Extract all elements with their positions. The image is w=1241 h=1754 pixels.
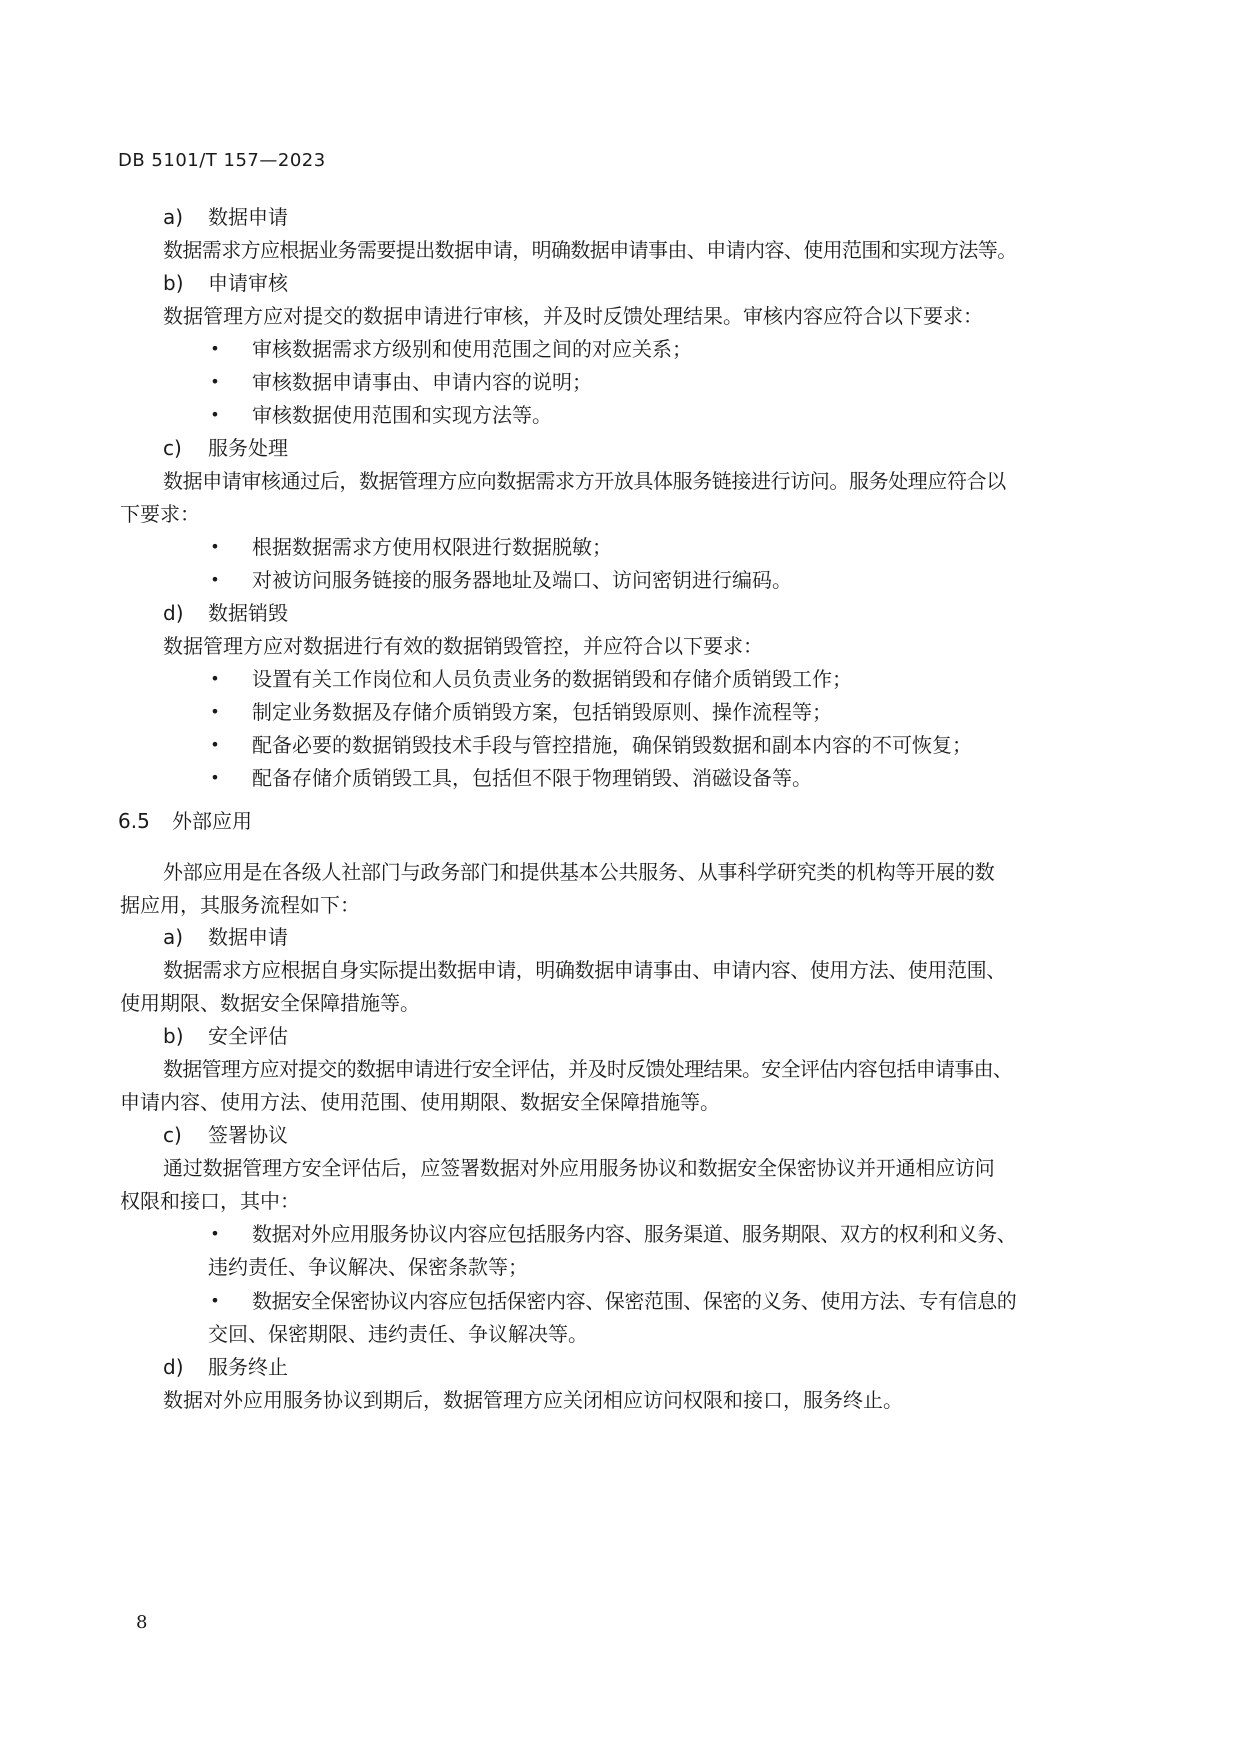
paragraph: 数据申请审核通过后，数据管理方应向数据需求方开放具体服务链接进行访问。服务处理应符合以 xyxy=(163,469,1006,493)
bullet-item: 制定业务数据及存储介质销毁方案，包括销毁原则、操作流程等； xyxy=(252,700,832,724)
bullet-item: 根据数据需求方使用权限进行数据脱敏； xyxy=(252,535,612,559)
paragraph-continuation: 据应用，其服务流程如下： xyxy=(120,893,360,917)
bullet-item: 配备存储介质销毁工具，包括但不限于物理销毁、消磁设备等。 xyxy=(252,766,812,790)
list-marker: c) xyxy=(163,436,182,460)
section-title: 外部应用 xyxy=(172,809,252,833)
page-number: 8 xyxy=(136,1612,148,1633)
section-number: 6.5 xyxy=(118,809,150,833)
bullet-icon: • xyxy=(210,735,220,754)
list-item-label: 签署协议 xyxy=(208,1123,288,1147)
paragraph: 数据对外应用服务协议到期后，数据管理方应关闭相应访问权限和接口，服务终止。 xyxy=(163,1388,903,1412)
bullet-item: 对被访问服务链接的服务器地址及端口、访问密钥进行编码。 xyxy=(252,568,792,592)
list-marker: d) xyxy=(163,601,184,625)
bullet-item-continuation: 交回、保密期限、违约责任、争议解决等。 xyxy=(208,1322,588,1346)
document-code: DB 5101/T 157—2023 xyxy=(118,150,326,171)
list-marker: b) xyxy=(163,1024,184,1048)
bullet-item: 数据安全保密协议内容应包括保密内容、保密范围、保密的义务、使用方法、专有信息的 xyxy=(252,1289,1017,1313)
list-marker: b) xyxy=(163,271,184,295)
paragraph: 数据管理方应对数据进行有效的数据销毁管控，并应符合以下要求： xyxy=(163,634,763,658)
paragraph: 数据管理方应对提交的数据申请进行安全评估，并及时反馈处理结果。安全评估内容包括申请事由、 xyxy=(163,1057,1013,1081)
bullet-item: 配备必要的数据销毁技术手段与管控措施，确保销毁数据和副本内容的不可恢复； xyxy=(252,733,972,757)
paragraph-continuation: 使用期限、数据安全保障措施等。 xyxy=(120,991,420,1015)
bullet-icon: • xyxy=(210,1224,220,1243)
bullet-icon: • xyxy=(210,570,220,589)
bullet-item: 设置有关工作岗位和人员负责业务的数据销毁和存储介质销毁工作； xyxy=(252,667,852,691)
bullet-icon: • xyxy=(210,768,220,787)
list-item-label: 数据销毁 xyxy=(208,601,288,625)
bullet-icon: • xyxy=(210,372,220,391)
paragraph: 通过数据管理方安全评估后，应签署数据对外应用服务协议和数据安全保密协议并开通相应访问 xyxy=(163,1156,995,1180)
bullet-item-continuation: 违约责任、争议解决、保密条款等； xyxy=(208,1255,528,1279)
paragraph-continuation: 权限和接口，其中： xyxy=(120,1189,300,1213)
list-item-label: 数据申请 xyxy=(208,925,288,949)
paragraph-continuation: 下要求： xyxy=(120,502,200,526)
list-marker: a) xyxy=(163,925,184,949)
list-item-label: 服务终止 xyxy=(208,1355,288,1379)
section-heading xyxy=(118,807,252,835)
bullet-icon: • xyxy=(210,537,220,556)
bullet-item: 审核数据使用范围和实现方法等。 xyxy=(252,403,552,427)
list-item-label: 安全评估 xyxy=(208,1024,288,1048)
bullet-item: 审核数据申请事由、申请内容的说明； xyxy=(252,370,592,394)
paragraph: 外部应用是在各级人社部门与政务部门和提供基本公共服务、从事科学研究类的机构等开展的数 xyxy=(163,860,995,884)
paragraph: 数据管理方应对提交的数据申请进行审核，并及时反馈处理结果。审核内容应符合以下要求： xyxy=(163,304,983,328)
list-item-label: 服务处理 xyxy=(208,436,288,460)
bullet-icon: • xyxy=(210,405,220,424)
list-marker: a) xyxy=(163,205,184,229)
list-item-label: 数据申请 xyxy=(208,205,288,229)
bullet-item: 数据对外应用服务协议内容应包括服务内容、服务渠道、服务期限、双方的权利和义务、 xyxy=(252,1222,1017,1246)
bullet-icon: • xyxy=(210,1291,220,1310)
bullet-icon: • xyxy=(210,702,220,721)
list-marker: c) xyxy=(163,1123,182,1147)
bullet-icon: • xyxy=(210,339,220,358)
paragraph: 数据需求方应根据业务需要提出数据申请，明确数据申请事由、申请内容、使用范围和实现方法等。 xyxy=(163,238,1017,262)
paragraph: 数据需求方应根据自身实际提出数据申请，明确数据申请事由、申请内容、使用方法、使用范围、 xyxy=(163,958,1006,982)
bullet-icon: • xyxy=(210,669,220,688)
list-marker: d) xyxy=(163,1355,184,1379)
bullet-item: 审核数据需求方级别和使用范围之间的对应关系； xyxy=(252,337,692,361)
list-item-label: 申请审核 xyxy=(208,271,288,295)
paragraph-continuation: 申请内容、使用方法、使用范围、使用期限、数据安全保障措施等。 xyxy=(120,1090,720,1114)
